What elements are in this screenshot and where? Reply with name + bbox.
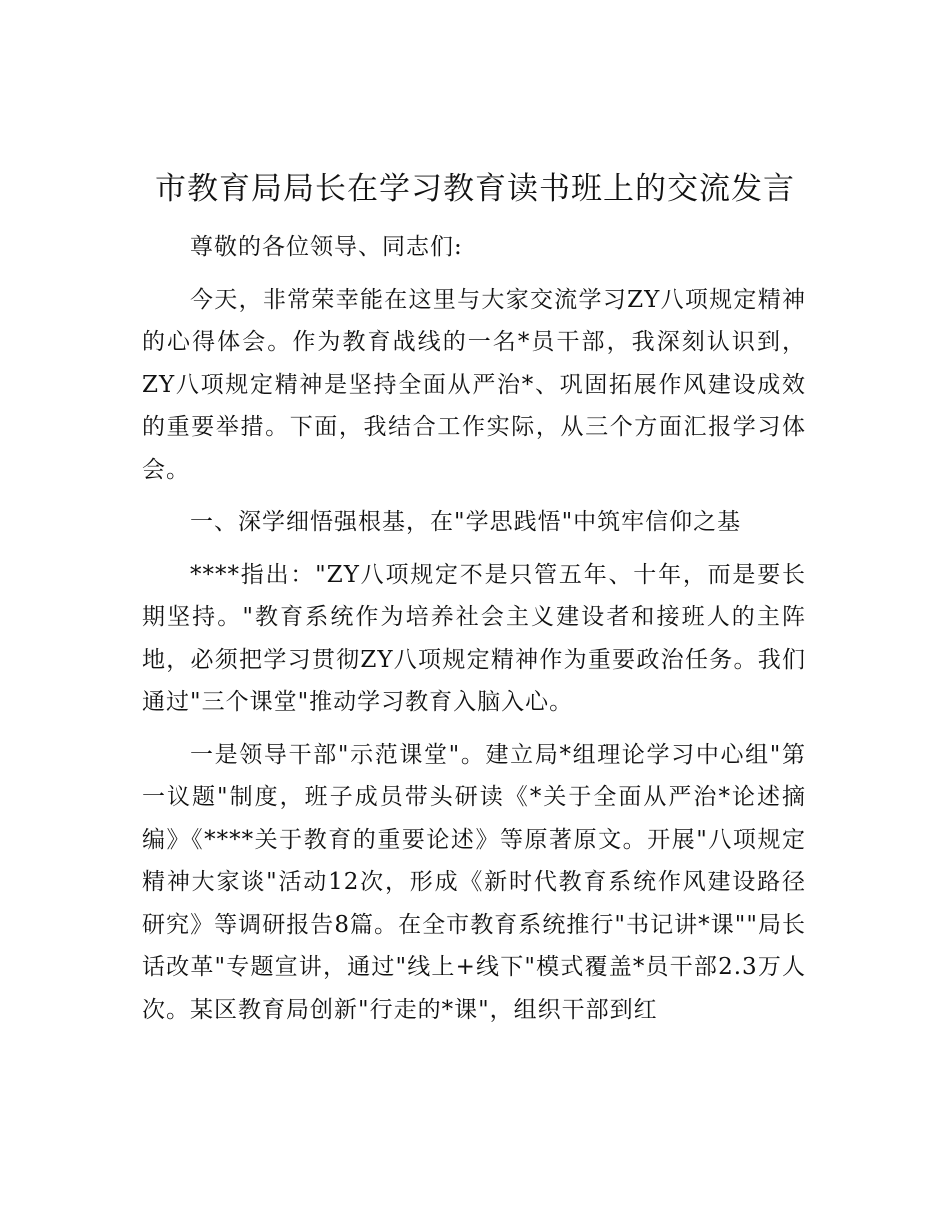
salutation-paragraph: 尊敬的各位领导、同志们: (190, 234, 463, 260)
section-heading-one: 一、深学细悟强根基，在"学思践悟"中筑牢信仰之基 (190, 509, 742, 535)
intro-paragraph: 今天，非常荣幸能在这里与大家交流学习ZY八项规定精神的心得体会。作为教育战线的一名*员干部，我深刻认识到，ZY八项规定精神是坚持全面从严治*、巩固拓展作风建设成效的重要举措。下面，我结合工作实际，从三个方面汇报学习体会。 (142, 286, 806, 483)
quote-paragraph: ****指出："ZY八项规定不是只管五年、十年，而是要长期坚持。"教育系统作为培养社会主义建设者和接班人的主阵地，必须把学习贯彻ZY八项规定精神作为重要政治任务。我们通过"三个课堂"推动学习教育入脑入心。 (142, 561, 806, 715)
document-title: 市教育局局长在学习教育读书班上的交流发言 (155, 171, 795, 207)
document-body (142, 226, 806, 1031)
demonstration-classroom-paragraph: 一是领导干部"示范课堂"。建立局*组理论学习中心组"第一议题"制度，班子成员带头研读《*关于全面从严治*论述摘编》《****关于教育的重要论述》等原著原文。开展"八项规定精神大家谈"活动12次，形成《新时代教育系统作风建设路径研究》等调研报告8篇。在全市教育系统推行"书记讲*课""局长话改革"专题宣讲，通过"线上+线下"模式覆盖*员干部2.3万人次。某区教育局创新"行走的*课"，组织干部到红 (142, 741, 806, 1023)
